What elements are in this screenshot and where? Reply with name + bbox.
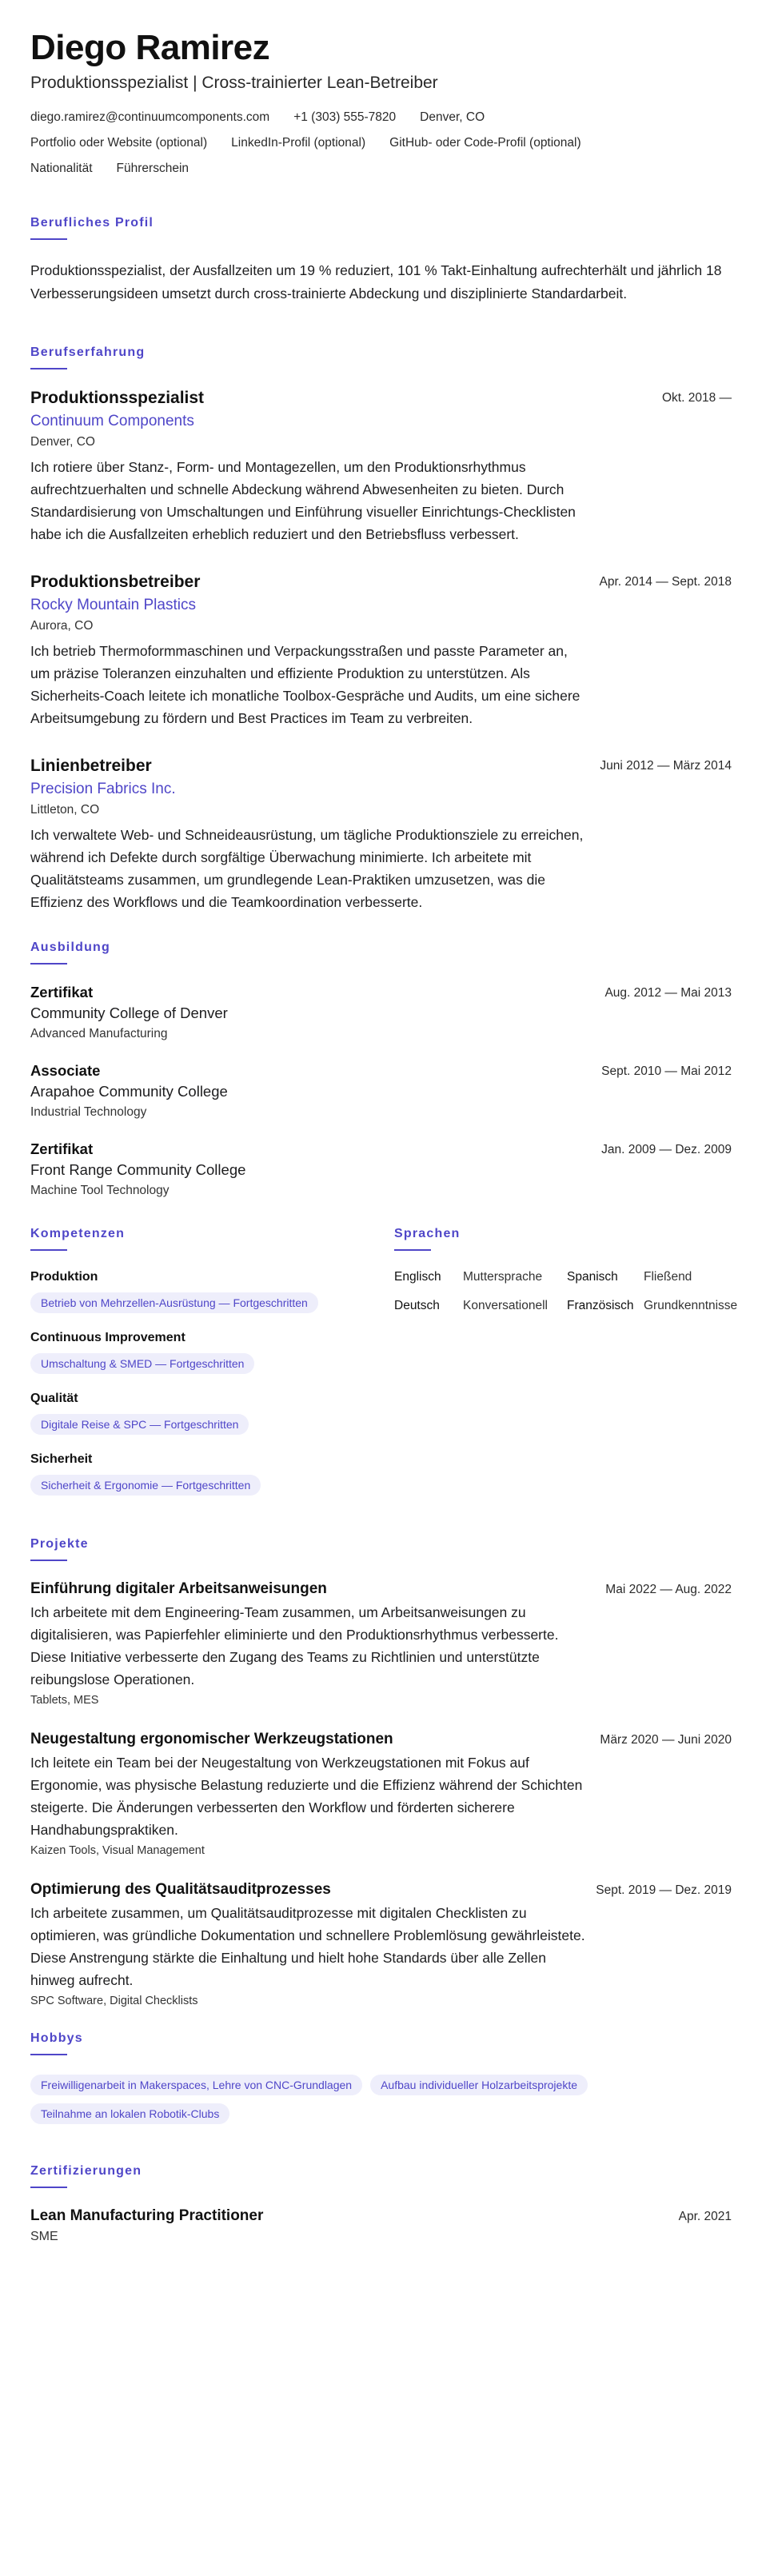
certification-entry [30,2207,732,2244]
education-entry [30,1140,732,1198]
contact-location: Denver, CO [420,110,485,125]
job-date: Okt. 2018 — [661,391,732,405]
skill-category: Continuous Improvement [30,1331,186,1345]
section-divider [30,2054,67,2055]
skill-category: Produktion [30,1270,98,1284]
skills-section [30,1227,394,1496]
project-description: Ich arbeitete mit dem Engineering-Team zusammen, um Arbeitsanweisungen zu digitalisieren, was Papierfehler eliminierte und den Produktionsrhythmus verbesserte. Diese Initiative verbesserte den Zugang des Teams zu Richtlinien und unterstützte reibungslose Operationen. [30,1604,559,1688]
job-company: Rocky Mountain Plastics [30,597,196,614]
language-level: Muttersprache [463,1270,543,1284]
nationality: Nationalität [30,162,93,176]
job-location: Denver, CO [30,435,95,449]
language-name: Englisch [394,1270,441,1284]
job-date: Apr. 2014 — Sept. 2018 [599,575,732,589]
section-divider [30,963,67,965]
section-divider [30,2187,67,2188]
certification-title: Lean Manufacturing Practitioner [30,2207,264,2225]
extras-row [30,162,732,176]
resume-header [30,29,732,176]
language-name: Deutsch [394,1299,440,1313]
edu-field: Machine Tool Technology [30,1184,170,1198]
hobby-chip: Freiwilligenarbeit in Makerspaces, Lehre von CNC-Grundlagen [30,2075,362,2095]
project-date: März 2020 — Juni 2020 [600,1733,732,1747]
edu-date: Aug. 2012 — Mai 2013 [604,986,732,1000]
edu-field: Industrial Technology [30,1105,147,1120]
skill-group [30,1452,394,1496]
skill-group [30,1331,394,1374]
certification-issuer: SME [30,2230,58,2244]
language-name: Spanisch [567,1270,618,1284]
project-date: Sept. 2019 — Dez. 2019 [596,1883,732,1898]
skill-group [30,1270,394,1313]
skill-group [30,1392,394,1435]
section-divider [30,238,67,240]
contact-email[interactable]: diego.ramirez@continuumcomponents.com [30,110,270,125]
language-level: Grundkenntnisse [644,1299,738,1313]
section-divider [394,1249,431,1251]
project-title: Neugestaltung ergonomischer Werkzeugstationen [30,1731,393,1748]
languages-section [394,1227,738,1313]
section-divider [30,1560,67,1561]
skill-category: Sicherheit [30,1452,93,1467]
skill-chip: Sicherheit & Ergonomie — Fortgeschritten [30,1475,261,1496]
section-title: Hobbys [30,2031,83,2046]
hobby-chip: Aufbau individueller Holzarbeitsprojekte [370,2075,588,2095]
certifications-section [30,2164,732,2244]
job-entry [30,757,732,913]
job-description: Ich betrieb Thermoformmaschinen und Verpackungsstraßen und passte Parameter an, um präzise Toleranzen einzuhalten und effiziente Produktion zu unterstützen. Als Sicherheits-Coach leitete ich monatliche Toolbox-Gespräche und Audits, um eine sichere Arbeitsumgebung zu fördern und Best Practices im Team zu verbreiten. [30,643,580,727]
job-description: Ich rotiere über Stanz-, Form- und Montagezellen, um den Produktionsrhythmus aufrechtzuerhalten und schnelle Abdeckung während Abwesenheiten zu bieten. Durch Standardisierung von Umschaltungen und Einführung visueller Einrichtungs-Checklisten habe ich die Ausfallzeiten erheblich reduziert und den Betriebsfluss verbessert. [30,459,576,543]
headline: Produktionsspezialist | Cross-trainierter Lean-Betreiber [30,74,438,93]
contact-phone[interactable]: +1 (303) 555-7820 [293,110,397,125]
job-location: Littleton, CO [30,803,100,817]
section-title: Projekte [30,1537,89,1552]
hobby-chips [30,2075,732,2124]
section-title: Berufliches Profil [30,216,154,230]
projects-section [30,1537,732,2007]
education-section [30,941,732,1198]
languages-grid [394,1270,738,1313]
section-title: Berufserfahrung [30,345,146,360]
project-date: Mai 2022 — Aug. 2022 [605,1583,732,1597]
education-entry [30,984,732,1041]
hobbies-section [30,2031,732,2124]
job-title: Produktionsspezialist [30,389,205,408]
job-location: Aurora, CO [30,619,94,633]
job-company: Continuum Components [30,413,194,430]
edu-degree: Zertifikat [30,1140,94,1158]
project-title: Einführung digitaler Arbeitsanweisungen [30,1580,327,1598]
skill-category: Qualität [30,1392,78,1406]
project-description: Ich leitete ein Team bei der Neugestaltung von Werkzeugstationen mit Fokus auf Ergonomie, was physische Belastung reduzierte und die Effizienz während der Schichten steigerte. Die Änderungen verbesserten den Workflow und förderten sicherere Handhabungspraktiken. [30,1755,583,1839]
job-title: Produktionsbetreiber [30,573,201,592]
edu-degree: Zertifikat [30,984,94,1001]
experience-section [30,345,732,913]
skill-chip: Umschaltung & SMED — Fortgeschritten [30,1353,254,1374]
section-title: Sprachen [394,1227,461,1241]
job-company: Precision Fabrics Inc. [30,781,176,798]
project-tech: Kaizen Tools, Visual Management [30,1844,205,1858]
edu-field: Advanced Manufacturing [30,1027,168,1041]
education-entry [30,1062,732,1120]
project-title: Optimierung des Qualitätsauditprozesses [30,1881,331,1899]
project-entry [30,1731,732,1857]
linkedin-link[interactable]: LinkedIn-Profil (optional) [231,136,366,150]
skills-languages-row [30,1227,738,1513]
edu-school: Arapahoe Community College [30,1083,228,1100]
job-description: Ich verwaltete Web- und Schneideausrüstung, um tägliche Produktionsziele zu erreichen, während ich Defekte durch sorgfältige Überwachung minimierte. Ich arbeitete mit Qualitätsteams zusammen, um grundlegende Lean-Praktiken umzusetzen, was die Effizienz des Workflows und die Teamkoordination verbesserte. [30,827,584,911]
skill-chip: Digitale Reise & SPC — Fortgeschritten [30,1414,249,1435]
project-tech: SPC Software, Digital Checklists [30,1995,198,2008]
edu-date: Sept. 2010 — Mai 2012 [601,1064,732,1079]
drivers-license: Führerschein [116,162,190,176]
contact-row [30,110,732,125]
edu-school: Front Range Community College [30,1161,246,1179]
section-title: Zertifizierungen [30,2164,142,2179]
profile-text: Produktionsspezialist, der Ausfallzeiten um 19 % reduziert, 101 % Takt-Einhaltung aufrechterhält und jährlich 18 Verbesserungsideen umsetzt durch cross-trainierte Abdeckung und disziplinierte Standardarbeit. [30,262,722,302]
edu-degree: Associate [30,1062,101,1080]
job-date: Juni 2012 — März 2014 [600,759,732,773]
certification-date: Apr. 2021 [678,2210,732,2224]
language-level: Konversationell [463,1299,548,1313]
section-divider [30,368,67,369]
github-link[interactable]: GitHub- oder Code-Profil (optional) [389,136,581,150]
portfolio-link[interactable]: Portfolio oder Website (optional) [30,136,208,150]
skill-chip: Betrieb von Mehrzellen-Ausrüstung — Fortgeschritten [30,1292,318,1313]
links-row [30,136,732,150]
job-entry [30,389,732,545]
language-level: Fließend [644,1270,692,1284]
section-divider [30,1249,67,1251]
project-entry [30,1580,732,1707]
project-entry [30,1881,732,2007]
project-description: Ich arbeitete zusammen, um Qualitätsauditprozesse mit digitalen Checklisten zu optimieren, was gründliche Dokumentation und schnellere Problemlösung gewährleistete. Diese Anstrengung stärkte die Einhaltung und hielt hohe Standards über alle Zellen hinweg aufrecht. [30,1905,585,1989]
project-tech: Tablets, MES [30,1694,99,1707]
language-name: Französisch [567,1299,634,1313]
job-entry [30,573,732,729]
candidate-name: Diego Ramirez [30,28,270,67]
edu-school: Community College of Denver [30,1004,228,1022]
hobby-chip: Teilnahme an lokalen Robotik-Clubs [30,2103,229,2124]
job-title: Linienbetreiber [30,757,152,776]
edu-date: Jan. 2009 — Dez. 2009 [601,1143,732,1157]
section-title: Ausbildung [30,941,110,955]
profile-section [30,216,732,306]
section-title: Kompetenzen [30,1227,126,1241]
